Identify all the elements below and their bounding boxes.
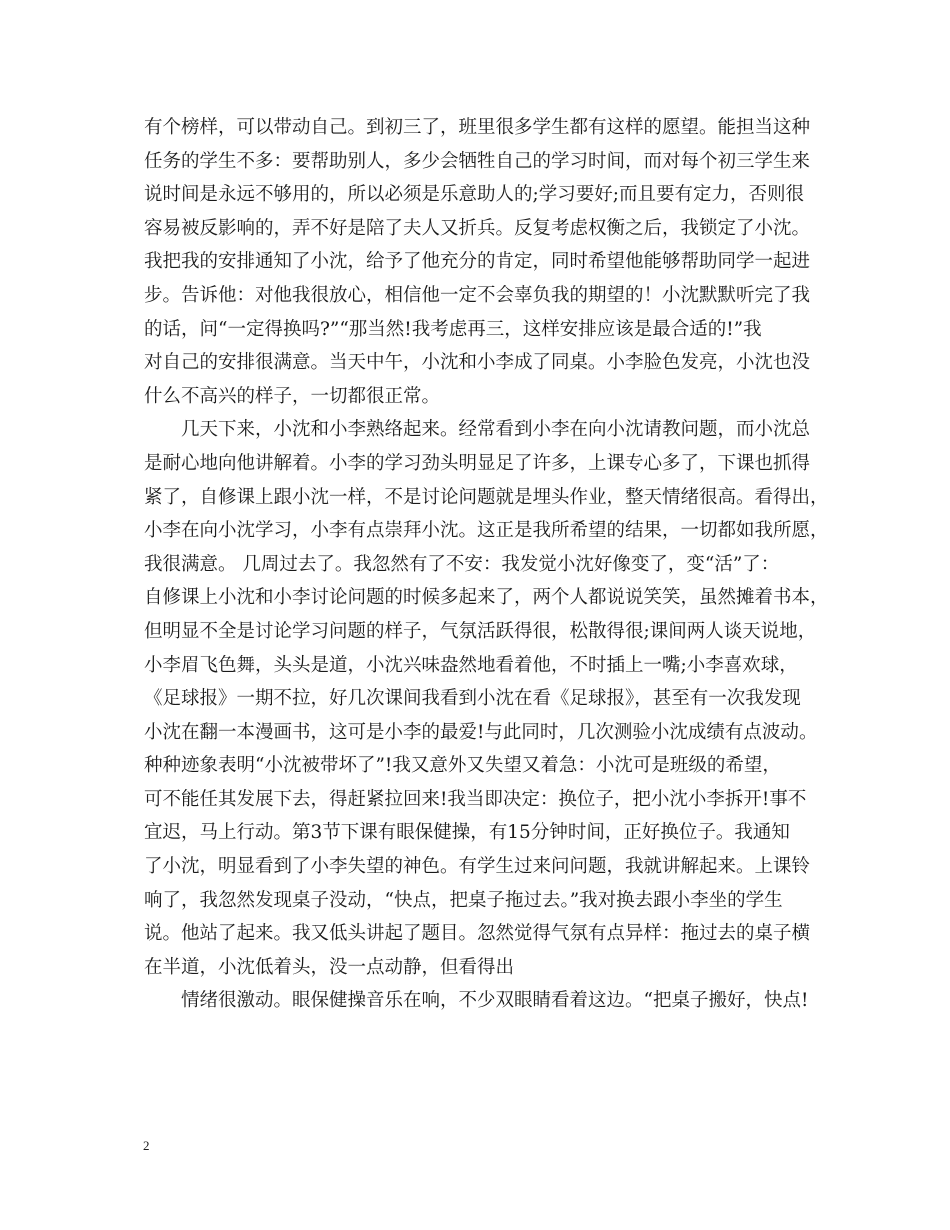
document-body <box>144 111 829 1018</box>
text-line: 步。告诉他：对他我很放心，相信他一定不会辜负我的期望的！小沈默默听完了我 <box>144 284 811 306</box>
text-line: 是耐心地向他讲解着。小李的学习劲头明显足了许多，上课专心多了，下课也抓得 <box>144 452 811 474</box>
text-line: 《足球报》一期不拉，好几次课间我看到小沈在看《足球报》，甚至有一次我发现 <box>144 688 801 710</box>
paragraph-start-line: 几天下来，小沈和小李熟络起来。经常看到小李在向小沈请教问题，而小沈总 <box>181 419 811 441</box>
text-line: 的话，问“一定得换吗?”“那当然!我考虑再三，这样安排应该是最合适的!”我 <box>144 318 762 340</box>
text-line: 什么不高兴的样子，一切都很正常。 <box>144 385 441 407</box>
text-line: 了小沈，明显看到了小李失望的神色。有学生过来问问题，我就讲解起来。上课铃 <box>144 856 811 878</box>
text-line: 种种迹象表明“小沈被带坏了”!我又意外又失望又着急：小沈可是班级的希望， <box>144 755 781 777</box>
text-line: 但明显不全是讨论学习问题的样子，气氛活跃得很，松散得很;课间两人谈天说地， <box>144 620 817 642</box>
text-line: 说。他站了起来。我又低头讲起了题目。忽然觉得气氛有点异样：拖过去的桌子横 <box>144 923 811 945</box>
text-line: 任务的学生不多：要帮助别人，多少会牺牲自己的学习时间，而对每个初三学生来 <box>144 150 811 172</box>
text-line: 在半道，小沈低着头，没一点动静，但看得出 <box>144 956 515 978</box>
page-number: 2 <box>143 1138 150 1153</box>
text-line: 对自己的安排很满意。当天中午，小沈和小李成了同桌。小李脸色发亮，小沈也没 <box>144 352 811 374</box>
text-line: 有个榜样，可以带动自己。到初三了，班里很多学生都有这样的愿望。能担当这种 <box>144 117 811 138</box>
text-line: 自修课上小沈和小李讨论问题的时候多起来了，两个人都说说笑笑，虽然摊着书本， <box>144 587 829 609</box>
paragraph-start-line: 情绪很激动。眼保健操音乐在响，不少双眼睛看着这边。“把桌子搬好，快点! <box>181 990 809 1012</box>
text-line: 我很满意。 几周过去了。我忽然有了不安：我发觉小沈好像变了，变“活”了： <box>144 553 780 575</box>
text-line: 可不能任其发展下去，得赶紧拉回来!我当即决定：换位子，把小沈小李拆开!事不 <box>144 788 807 810</box>
text-line: 说时间是永远不够用的，所以必须是乐意助人的;学习要好;而且要有定力，否则很 <box>144 184 804 206</box>
text-line: 小沈在翻一本漫画书，这可是小李的最爱!与此同时，几次测验小沈成绩有点波动。 <box>144 721 818 743</box>
text-line: 宜迟，马上行动。第3节下课有眼保健操，有15分钟时间，正好换位子。我通知 <box>144 822 790 844</box>
text-line: 我把我的安排通知了小沈，给予了他充分的肯定，同时希望他能够帮助同学一起进 <box>144 251 811 273</box>
text-line: 响了，我忽然发现桌子没动，“快点，把桌子拖过去。”我对换去跟小李坐的学生 <box>144 889 783 911</box>
text-line: 容易被反影响的，弄不好是陪了夫人又折兵。反复考虑权衡之后，我锁定了小沈。 <box>144 217 811 239</box>
text-line: 小李在向小沈学习，小李有点崇拜小沈。这正是我所希望的结果，一切都如我所愿， <box>144 520 829 542</box>
text-line: 紧了，自修课上跟小沈一样，不是讨论问题就是埋头作业，整天情绪很高。看得出， <box>144 486 829 508</box>
text-line: 小李眉飞色舞，头头是道，小沈兴味盎然地看着他，不时插上一嘴;小李喜欢球， <box>144 654 798 676</box>
